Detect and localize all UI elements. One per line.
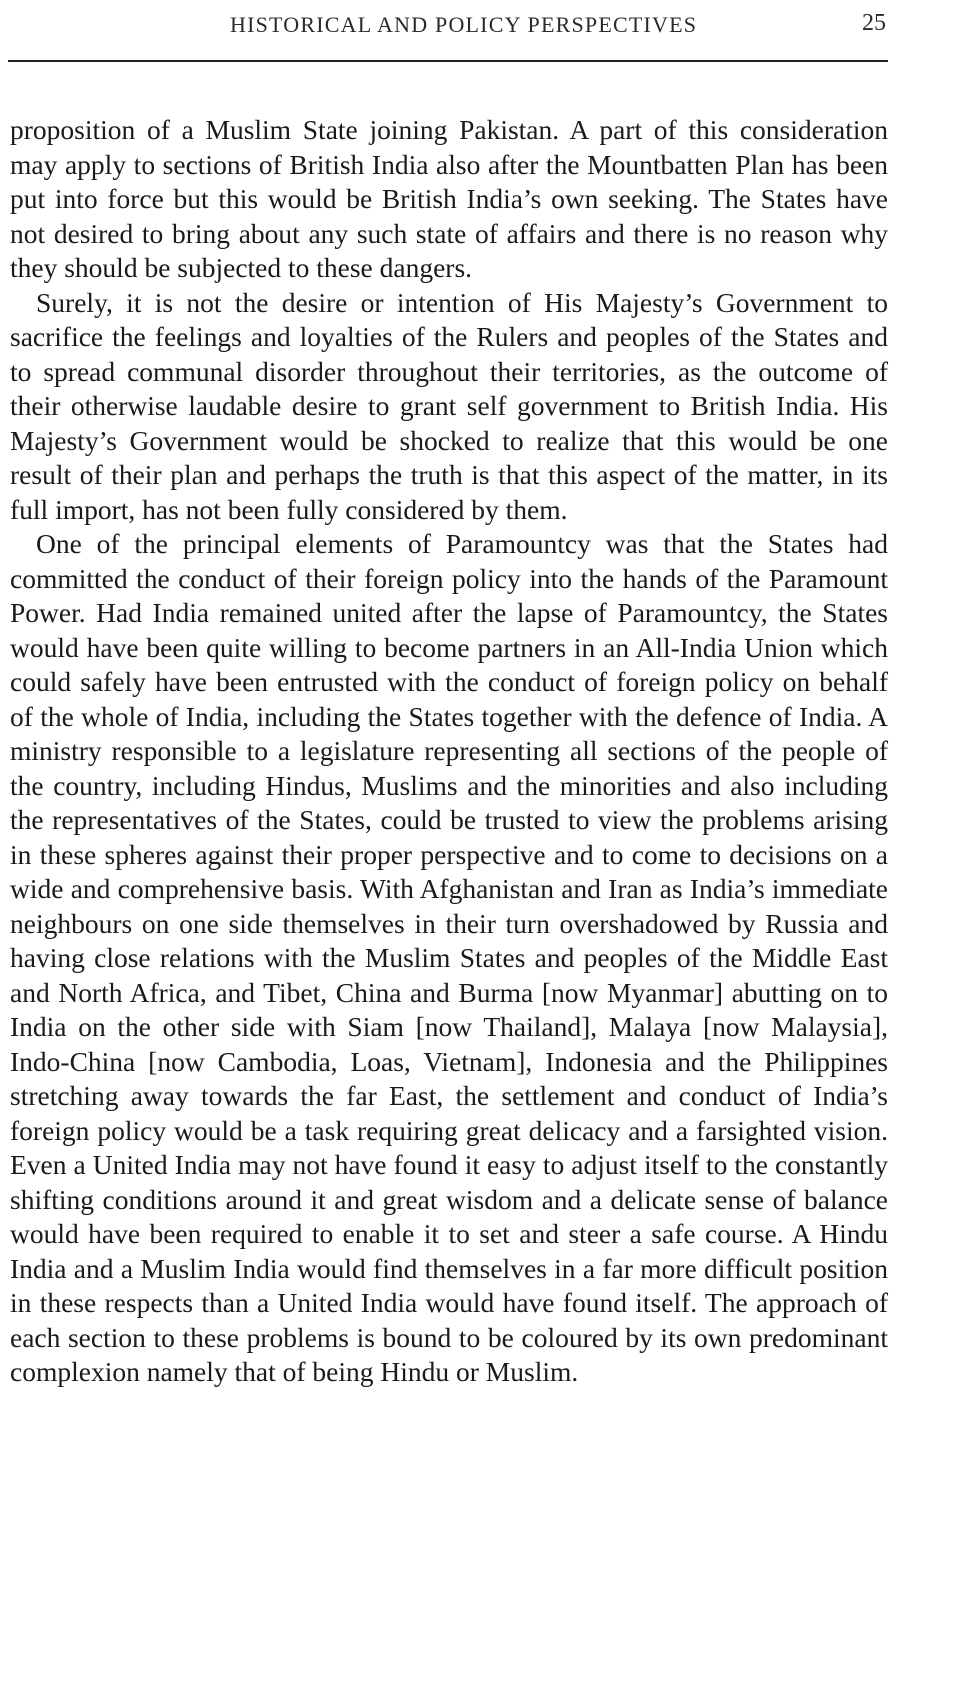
header-rule bbox=[8, 60, 888, 62]
running-title: HISTORICAL AND POLICY PERSPECTIVES bbox=[230, 12, 698, 37]
page-number: 25 bbox=[862, 10, 886, 36]
paragraph-1: proposition of a Muslim State joining Pakistan. A part of this consideration may apply to sections of British India also after the Mountbatten Plan has been put into force but this would be British India’s own seeking. The States have not desired to bring about any such state of affairs and there is no reason why they should be subjected to these dangers. bbox=[10, 114, 888, 283]
paragraph-2: Surely, it is not the desire or intention of His Majesty’s Government to sacrifice the feelings and loyalties of the Rulers and peoples of the States and to spread communal disorder throughout their territories, as the outcome of their otherwise laudable desire to grant self government to British India. His Majesty’s Government would be shocked to realize that this would be one result of their plan and perhaps the truth is that this aspect of the matter, in its full import, has not been fully considered by them. bbox=[10, 286, 888, 525]
paragraph-3: One of the principal elements of Paramountcy was that the States had committed the conduct of their foreign policy into the hands of the Paramount Power. Had India remained united after the lapse of Paramountcy, the States would have been quite willing to become partners in an All-India Union which could safely have been entrusted with the conduct of foreign policy on behalf of the whole of India, including the States together with the defence of India. A ministry responsible to a legislature representing all sections of the people of the country, including Hindus, Muslims and the minorities and also including the representatives of the States, could be trusted to view the problems arising in these spheres against their proper perspective and to come to decisions on a wide and comprehensive basis. With Afghanistan and Iran as India’s immediate neighbours on one side themselves in their turn overshadowed by Russia and having close relations with the Muslim States and peoples of the Middle East and North Africa, and Tibet, China and Burma [now Myanmar] abutting on to India on the other side with Siam [now Thailand], Malaya [now Malaysia], Indo-China [now Cambodia, Loas, Vietnam], Indonesia and the Philippines stretching away towards the far East, the settlement and conduct of India’s foreign policy would be a task requiring great delicacy and a farsighted vision. Even a United India may not have found it easy to adjust itself to the constantly shifting conditions around it and great wisdom and a delicate sense of balance would have been required to enable it to set and steer a safe course. A Hindu India and a Muslim India would find themselves in a far more difficult position in these respects than a United India would have found itself. The approach of each section to these problems is bound to be coloured by its own predominant complexion namely that of being Hindu or Muslim. bbox=[10, 528, 888, 1387]
body-text bbox=[10, 113, 888, 1390]
running-head bbox=[10, 8, 890, 48]
